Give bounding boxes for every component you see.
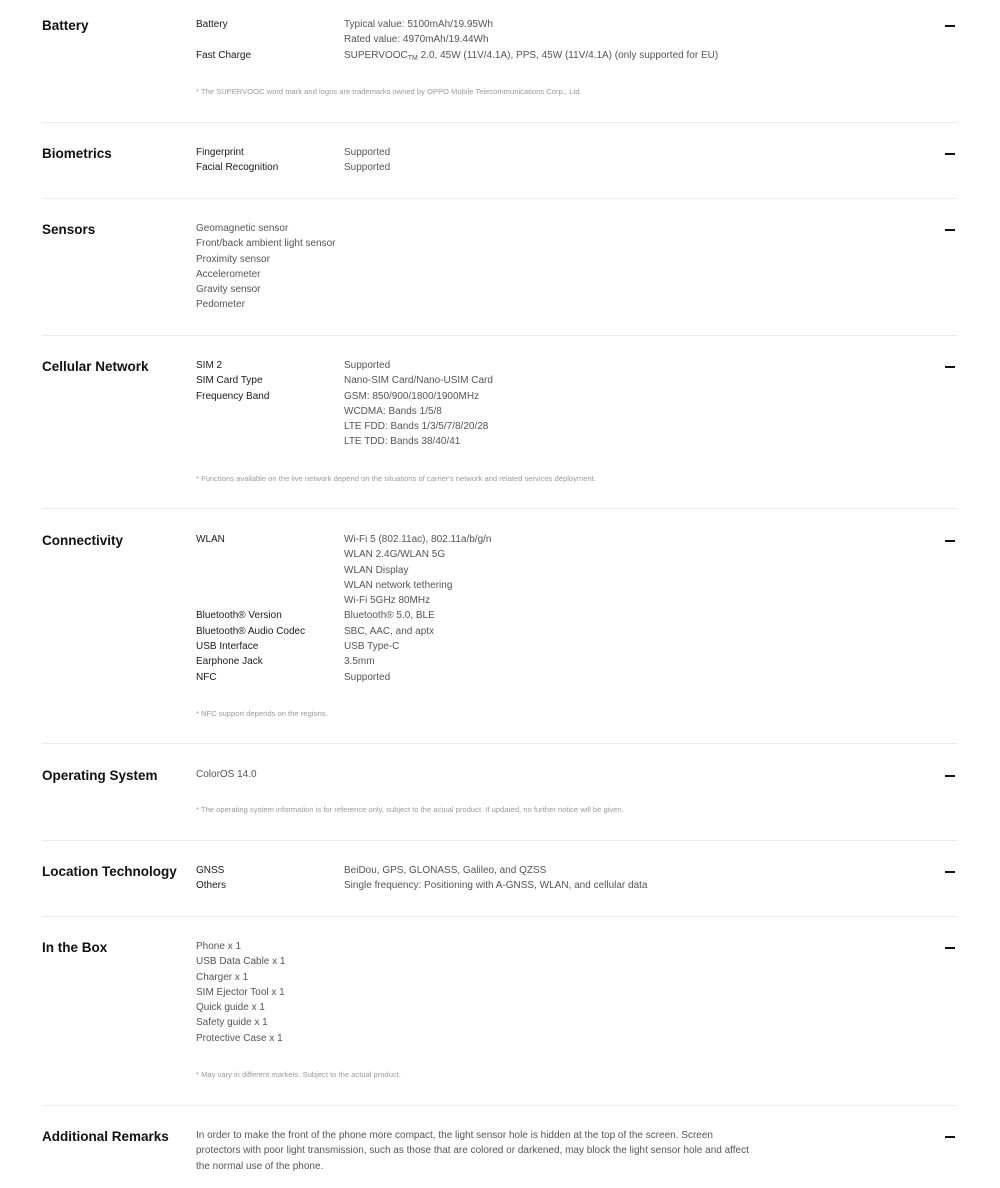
spec-list (196, 17, 796, 66)
spec-value: Rated value: 4970mAh/19.44Wh (344, 34, 489, 46)
footnote: * NFC support depends on the regions. (196, 709, 328, 718)
spec-value: Wi-Fi 5 (802.11ac), 802.11a/b/g/n (344, 534, 492, 545)
spec-value: Wi-Fi 5GHz 80MHz (344, 595, 431, 607)
spec-row (196, 389, 796, 450)
spec-row (196, 532, 796, 608)
spec-label: USB Interface (196, 641, 259, 653)
spec-row (196, 48, 796, 66)
spec-row (196, 863, 796, 878)
spec-value: Nano-SIM Card/Nano-USIM Card (344, 375, 493, 387)
spec-value: Supported (344, 671, 391, 683)
section-additional-remarks (42, 1128, 957, 1184)
spec-label: WLAN (196, 534, 225, 545)
collapse-icon[interactable] (945, 540, 955, 542)
spec-row (196, 373, 796, 388)
section-location-technology (42, 863, 957, 917)
spec-label: SIM Card Type (196, 375, 263, 387)
spec-row (196, 17, 796, 48)
section-operating-system (42, 767, 957, 841)
spec-value: Typical value: 5100mAh/19.95Wh (344, 19, 493, 30)
spec-row (196, 624, 796, 639)
spec-row (196, 608, 796, 623)
spec-value: SBC, AAC, and aptx (344, 625, 435, 637)
spec-value: 3.5mm (344, 656, 375, 668)
collapse-icon[interactable] (945, 871, 955, 873)
spec-row (196, 160, 796, 175)
spec-label: Battery (196, 19, 228, 30)
spec-list (196, 532, 796, 685)
section-battery (42, 17, 957, 123)
remarks-body (196, 1128, 796, 1174)
section-cellular-network (42, 358, 957, 509)
spec-label: Others (196, 880, 227, 892)
list-item: Pedometer (196, 299, 245, 311)
spec-row (196, 670, 796, 685)
spec-value: Supported (344, 162, 391, 174)
spec-row (196, 654, 796, 669)
spec-value: LTE FDD: Bands 1/3/5/7/8/20/28 (344, 421, 489, 433)
spec-value: GSM: 850/900/1800/1900MHz (344, 390, 480, 402)
section-title: Sensors (42, 222, 96, 237)
collapse-icon[interactable] (945, 775, 955, 777)
spec-label: Bluetooth® Version (196, 610, 282, 622)
spec-row (196, 145, 796, 160)
spec-row (196, 358, 796, 373)
spec-row (196, 878, 796, 893)
spec-value: USB Type-C (344, 641, 400, 653)
spec-list (196, 145, 796, 176)
list-item: Protective Case x 1 (196, 1032, 283, 1044)
list-item: Accelerometer (196, 268, 261, 280)
spec-list (196, 767, 796, 782)
spec-value: Supported (344, 147, 391, 158)
footnote: * May vary in different markets. Subject to the actual product. (196, 1070, 401, 1079)
footnote: * The SUPERVOOC word mark and logos are trademarks owned by OPPO Mobile Telecommunications Corp., Ltd. (196, 87, 582, 96)
section-title: Additional Remarks (42, 1129, 169, 1144)
spec-value: WLAN network tethering (344, 579, 453, 591)
list-item: Safety guide x 1 (196, 1017, 268, 1029)
footnote: * The operating system information is for reference only, subject to the actual product. If updated, no further notice will be given. (196, 805, 624, 814)
section-sensors (42, 221, 957, 336)
spec-label: Fingerprint (196, 147, 244, 158)
collapse-icon[interactable] (945, 947, 955, 949)
spec-label: GNSS (196, 865, 225, 876)
spec-value: WLAN 2.4G/WLAN 5G (344, 549, 446, 561)
collapse-icon[interactable] (945, 229, 955, 231)
spec-value: ColorOS 14.0 (196, 769, 257, 780)
list-item: Proximity sensor (196, 253, 270, 265)
spec-label: SIM 2 (196, 360, 223, 371)
remarks-text: In order to make the front of the phone more compact, the light sensor hole is hidden at the top of the screen. Screen protectors with poor light transmission, such as those that are colored or darkened, may block the light sensor hole and affect the normal use of the phone. (196, 1130, 749, 1172)
spec-value: WCDMA: Bands 1/5/8 (344, 405, 442, 417)
section-connectivity (42, 532, 957, 744)
spec-row (196, 639, 796, 654)
spec-list (196, 358, 796, 450)
spec-value: Supported (344, 360, 391, 371)
section-title: Cellular Network (42, 359, 149, 374)
spec-label: Earphone Jack (196, 656, 263, 668)
section-title: Location Technology (42, 864, 177, 879)
spec-value: Single frequency: Positioning with A-GNSS, WLAN, and cellular data (344, 880, 648, 892)
spec-label: Fast Charge (196, 49, 252, 61)
list-item: USB Data Cable x 1 (196, 956, 286, 968)
collapse-icon[interactable] (945, 1136, 955, 1138)
spec-value: Bluetooth® 5.0, BLE (344, 610, 435, 622)
spec-value: $SUPERVOOC_{TM}$ 2.0, 45W (11V/4.1A), PPS, 45W (11V/4.1A) (only supported for EU) (344, 49, 719, 62)
spec-label: Facial Recognition (196, 162, 279, 174)
spec-value: BeiDou, GPS, GLONASS, Galileo, and QZSS (344, 865, 547, 876)
list-item: SIM Ejector Tool x 1 (196, 986, 285, 998)
list-item: Front/back ambient light sensor (196, 238, 336, 250)
collapse-icon[interactable] (945, 366, 955, 368)
list-item: Charger x 1 (196, 971, 249, 983)
spec-value: LTE TDD: Bands 38/40/41 (344, 436, 461, 448)
sensor-list (196, 221, 796, 313)
spec-label: NFC (196, 671, 217, 683)
section-biometrics (42, 145, 957, 199)
footnote: * Functions available on the live network depend on the situations of carrier's network and related services deployment. (196, 474, 596, 483)
list-item: Geomagnetic sensor (196, 223, 289, 234)
list-item: Phone x 1 (196, 941, 242, 952)
trademark-subscript: TM (407, 54, 418, 62)
spec-label: Frequency Band (196, 390, 270, 402)
section-in-the-box (42, 939, 957, 1106)
section-title: Biometrics (42, 146, 112, 161)
collapse-icon[interactable] (945, 153, 955, 155)
spec-value: WLAN Display (344, 564, 409, 576)
list-item: Gravity sensor (196, 284, 261, 296)
section-title: Connectivity (42, 533, 124, 548)
collapse-icon[interactable] (945, 25, 955, 27)
list-item: Quick guide x 1 (196, 1002, 265, 1014)
section-title: Battery (42, 18, 89, 33)
spec-list (196, 863, 796, 894)
section-title: Operating System (42, 768, 158, 783)
section-title: In the Box (42, 940, 108, 955)
spec-label: Bluetooth® Audio Codec (196, 625, 306, 637)
box-contents-list (196, 939, 796, 1046)
